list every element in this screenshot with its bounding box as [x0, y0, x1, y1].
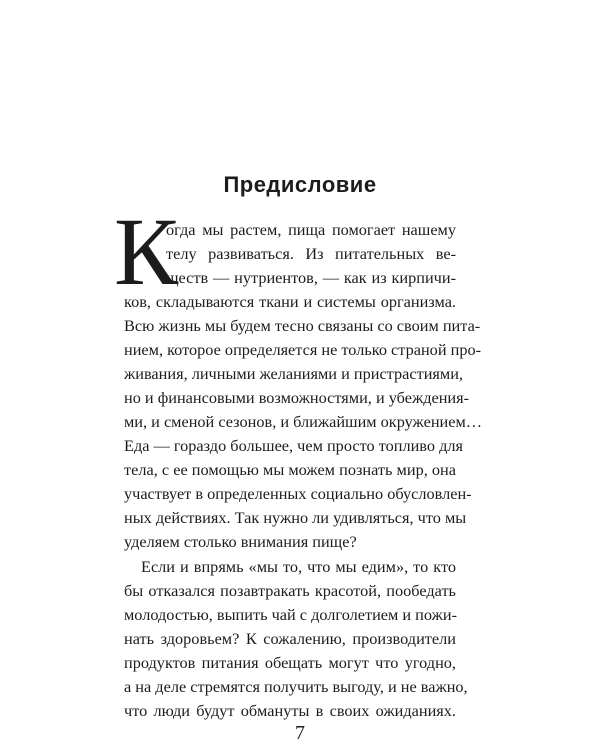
text-line: уделяем столько внимания пище?: [124, 532, 357, 551]
text-line: Если и впрямь «мы то, что мы едим», то кто: [141, 557, 456, 576]
text-line: Всю жизнь мы будем тесно связаны со своим пита-: [124, 316, 481, 335]
text-line: что люди будут обмануты в своих ожиданиях.: [124, 701, 456, 720]
text-line: телу развиваться. Из питательных ве-: [166, 244, 456, 263]
drop-cap: К: [114, 198, 179, 305]
text-line: живания, личными желаниями и пристрастиями,: [124, 364, 463, 383]
text-line: участвует в определенных социально обусловлен-: [124, 484, 472, 503]
page-number: 7: [295, 722, 305, 744]
chapter-heading: Предисловие: [223, 172, 377, 197]
text-line: молодостью, выпить чай с долголетием и пожи-: [124, 605, 458, 624]
text-line: ществ — нутриентов, — как из кирпичи-: [166, 268, 456, 287]
text-line: продуктов питания обещать могут что угодно,: [124, 653, 456, 672]
text-line: тела, с ее помощью мы можем познать мир, она: [124, 460, 456, 479]
text-line: ных действиях. Так нужно ли удивляться, что мы: [124, 508, 467, 527]
text-line: но и финансовыми возможностями, и убеждения-: [124, 388, 470, 407]
text-line: а на деле стремятся получить выгоду, и не важно,: [124, 677, 468, 696]
text-line: Еда — гораздо большее, чем просто топливо для: [124, 436, 463, 455]
text-line: нием, которое определяется не только страной про-: [124, 340, 482, 359]
text-line: ми, и сменой сезонов, и ближайшим окружением…: [124, 412, 483, 431]
text-line: бы отказался позавтракать красотой, пообедать: [124, 581, 456, 600]
text-line: огда мы растем, пища помогает нашему: [166, 220, 456, 239]
text-line: нать здоровьем? К сожалению, производители: [124, 629, 456, 648]
text-line: ков, складываются ткани и системы организма.: [124, 292, 456, 311]
